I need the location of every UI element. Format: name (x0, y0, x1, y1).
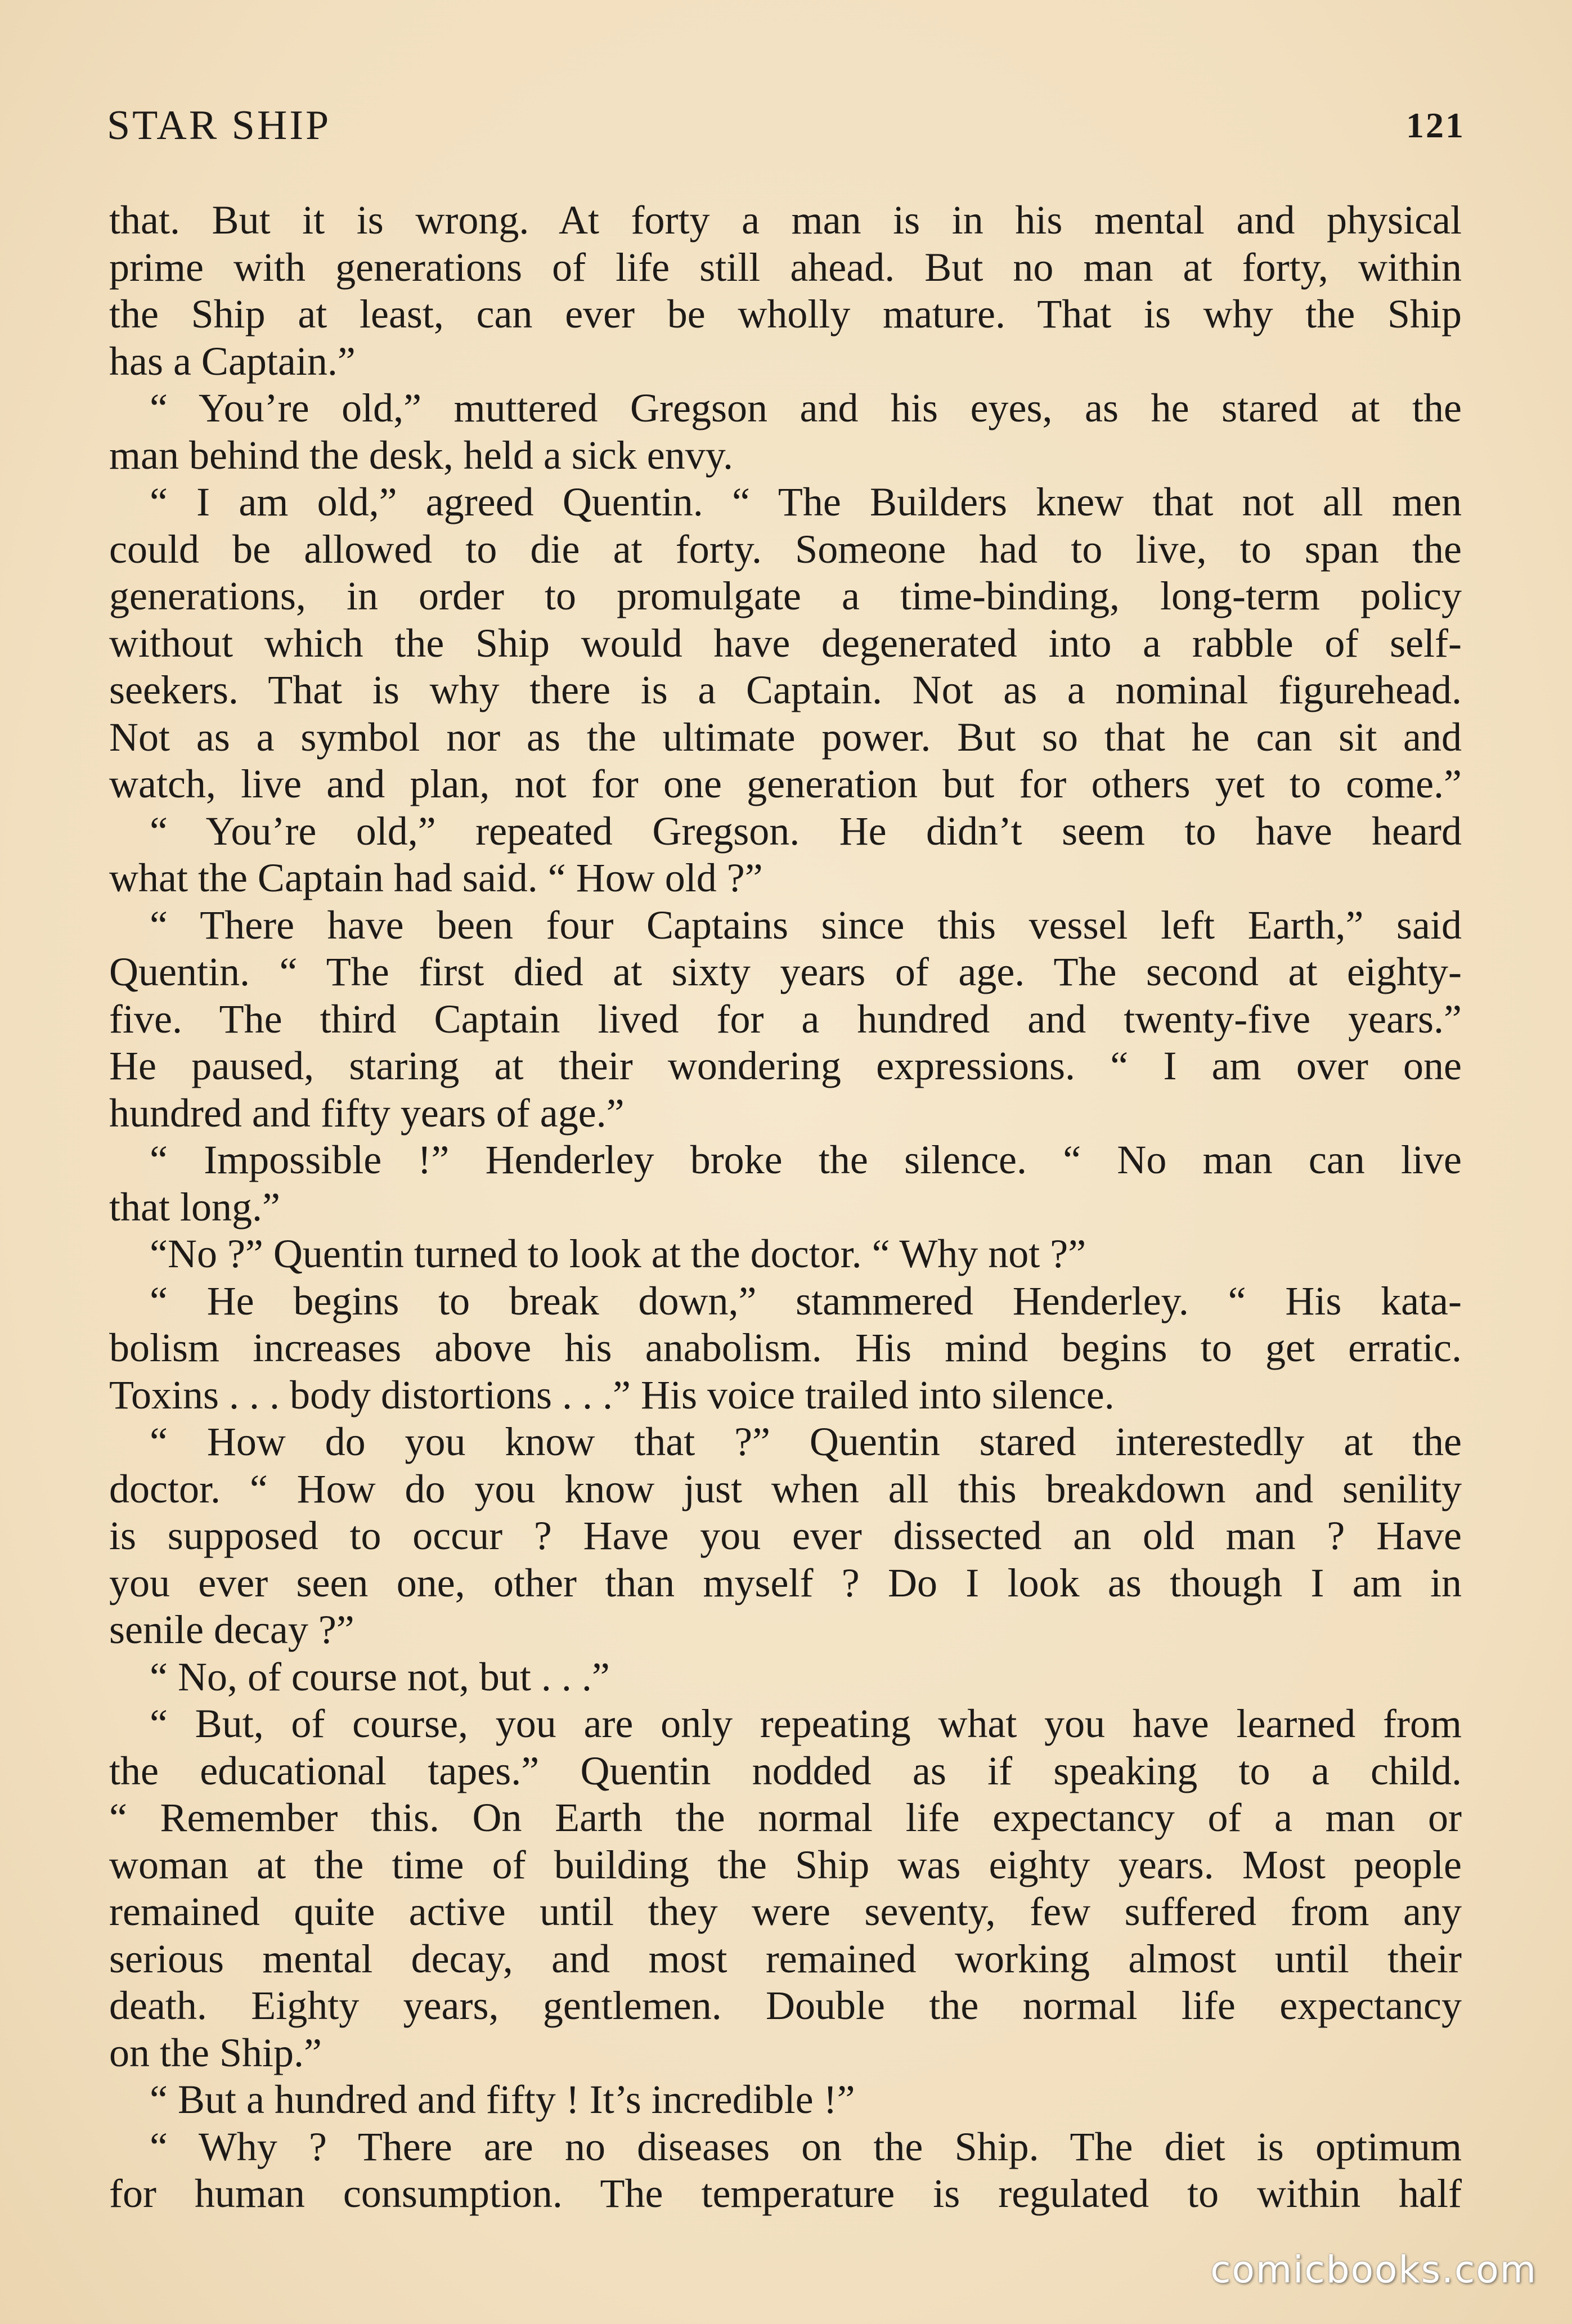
page-number: 121 (1406, 105, 1465, 145)
body-text (109, 197, 1462, 2218)
text-line: “No ?” Quentin turned to look at the doctor. “ Why not ?” (150, 1231, 1086, 1276)
text-line: “ How do you know that ?” Quentin stared interestedly at the (150, 1419, 1462, 1464)
text-line: seekers. That is why there is a Captain. Not as a nominal figurehead. (109, 667, 1462, 712)
text-line: “ He begins to break down,” stammered Henderley. “ His kata- (150, 1278, 1462, 1323)
text-line: you ever seen one, other than myself ? Do I look as though I am in (109, 1560, 1462, 1605)
text-line: “ You’re old,” muttered Gregson and his eyes, as he stared at the (150, 385, 1462, 430)
text-line: without which the Ship would have degenerated into a rabble of self- (109, 620, 1462, 666)
text-line: on the Ship.” (109, 2030, 322, 2075)
text-line: “ No, of course not, but . . .” (150, 1654, 610, 1699)
text-line: “ Impossible !” Henderley broke the silence. “ No man can live (150, 1137, 1462, 1182)
text-line: for human consumption. The temperature is regulated to within half (109, 2171, 1462, 2216)
text-line: “ There have been four Captains since this vessel left Earth,” said (150, 902, 1462, 948)
text-line: the educational tapes.” Quentin nodded as if speaking to a child. (109, 1748, 1462, 1793)
text-line: five. The third Captain lived for a hundred and twenty-five years.” (109, 996, 1462, 1042)
text-line: Quentin. “ The first died at sixty years of age. The second at eighty- (109, 949, 1462, 994)
text-line: woman at the time of building the Ship was eighty years. Most people (109, 1842, 1462, 1887)
text-line: “ I am old,” agreed Quentin. “ The Builders knew that not all men (150, 479, 1462, 524)
text-line: that long.” (109, 1184, 280, 1230)
text-line: senile decay ?” (109, 1607, 354, 1652)
text-line: “ But a hundred and fifty ! It’s incredible !” (150, 2077, 855, 2122)
text-line: death. Eighty years, gentlemen. Double the normal life expectancy (109, 1983, 1462, 2028)
text-line: bolism increases above his anabolism. His mind begins to get erratic. (109, 1325, 1462, 1370)
text-line: is supposed to occur ? Have you ever dissected an old man ? Have (109, 1513, 1462, 1558)
text-line: “ Why ? There are no diseases on the Ship. The diet is optimum (150, 2124, 1462, 2169)
text-line: man behind the desk, held a sick envy. (109, 432, 734, 478)
text-line: He paused, staring at their wondering expressions. “ I am over one (109, 1043, 1462, 1088)
text-line: hundred and fifty years of age.” (109, 1090, 625, 1136)
text-line: Not as a symbol nor as the ultimate power. But so that he can sit and (109, 714, 1462, 760)
page-header (107, 100, 1465, 151)
text-line: prime with generations of life still ahead. But no man at forty, within (109, 244, 1462, 290)
text-line: that. But it is wrong. At forty a man is in his mental and physical (109, 198, 1462, 243)
text-line: has a Captain.” (109, 338, 356, 384)
text-line: the Ship at least, can ever be wholly mature. That is why the Ship (109, 291, 1462, 337)
text-line: serious mental decay, and most remained working almost until their (109, 1936, 1462, 1981)
text-line: remained quite active until they were seventy, few suffered from any (109, 1889, 1462, 1934)
text-line: Toxins . . . body distortions . . .” His voice trailed into silence. (109, 1372, 1115, 1417)
text-line: what the Captain had said. “ How old ?” (109, 855, 763, 900)
running-head: STAR SHIP (107, 102, 331, 149)
text-line: doctor. “ How do you know just when all this breakdown and senility (109, 1466, 1462, 1511)
text-line: “ You’re old,” repeated Gregson. He didn’t seem to have heard (150, 808, 1462, 854)
watermark: comicbooks.com (1210, 2248, 1537, 2291)
text-line: “ But, of course, you are only repeating what you have learned from (150, 1701, 1462, 1746)
text-line: “ Remember this. On Earth the normal life expectancy of a man or (109, 1795, 1462, 1840)
text-line: generations, in order to promulgate a time-binding, long-term policy (109, 573, 1462, 618)
text-line: watch, live and plan, not for one generation but for others yet to come.” (109, 761, 1462, 806)
text-line: could be allowed to die at forty. Someone had to live, to span the (109, 526, 1462, 572)
